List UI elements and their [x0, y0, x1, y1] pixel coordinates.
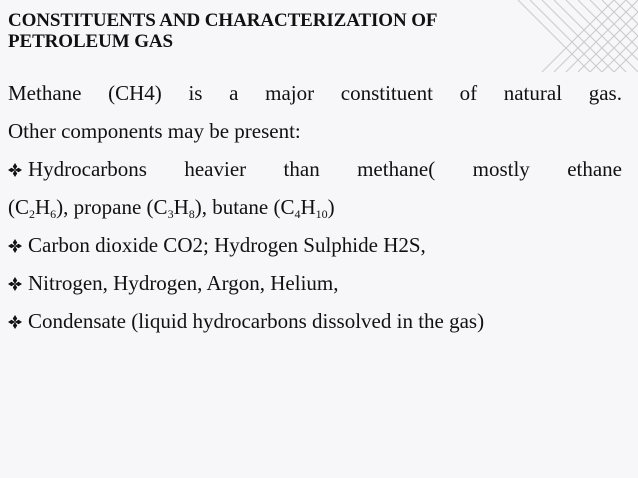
bullet-2 — [8, 226, 622, 264]
bullet-word: Hydrocarbons — [28, 157, 147, 181]
subscript: 10 — [315, 207, 328, 221]
bullet-1-first-word-group — [8, 150, 147, 188]
bullet-word: mostly — [472, 157, 530, 181]
bullet-text: Carbon dioxide CO2; Hydrogen Sulphide H2S, — [28, 233, 426, 257]
intro-word: major — [265, 81, 315, 105]
slide-title-line-1: CONSTITUENTS AND CHARACTERIZATION OF — [8, 10, 438, 31]
formula-text: (C — [8, 195, 29, 219]
four-diamond-bullet-icon — [8, 239, 22, 253]
intro-word: gas. — [588, 81, 622, 105]
bullet-3 — [8, 264, 622, 302]
intro-word: natural — [503, 81, 563, 105]
formula-text: ), propane (C — [56, 195, 168, 219]
four-diamond-bullet-icon — [8, 163, 22, 177]
slide-body — [8, 74, 622, 340]
bullet-word: heavier — [184, 157, 247, 181]
intro-line-2: Other components may be present: — [8, 119, 301, 143]
formula-text: H — [173, 195, 189, 219]
bullet-4 — [8, 302, 622, 340]
subscript: 2 — [29, 207, 35, 221]
subscript: 6 — [50, 207, 57, 221]
slide-title-line-2: PETROLEUM GAS — [8, 31, 173, 52]
formula-text: ), butane (C — [194, 195, 295, 219]
intro-word: a — [229, 81, 239, 105]
intro-line-1 — [8, 74, 622, 112]
four-diamond-bullet-icon — [8, 277, 22, 291]
four-diamond-bullet-icon — [8, 315, 22, 329]
subscript: 4 — [294, 207, 301, 221]
formula-text: H — [35, 195, 51, 219]
subscript: 3 — [167, 207, 174, 221]
bullet-1-line-2 — [8, 188, 622, 226]
bullet-word: methane( — [357, 157, 436, 181]
bullet-text: Condensate (liquid hydrocarbons dissolved in the gas) — [28, 309, 485, 333]
bullet-text: Nitrogen, Hydrogen, Argon, Helium, — [28, 271, 339, 295]
intro-word: (CH4) — [108, 81, 162, 105]
intro-word: constituent — [340, 81, 433, 105]
bullet-word: than — [283, 157, 320, 181]
intro-word: Methane — [8, 81, 82, 105]
bullet-1-line-1 — [8, 150, 622, 188]
intro-word: of — [459, 81, 478, 105]
intro-word: is — [188, 81, 203, 105]
subscript: 8 — [188, 207, 195, 221]
formula-text: H — [300, 195, 316, 219]
bullet-word: ethane — [567, 157, 622, 181]
formula-text: ) — [327, 195, 335, 219]
slide-title — [8, 10, 568, 52]
